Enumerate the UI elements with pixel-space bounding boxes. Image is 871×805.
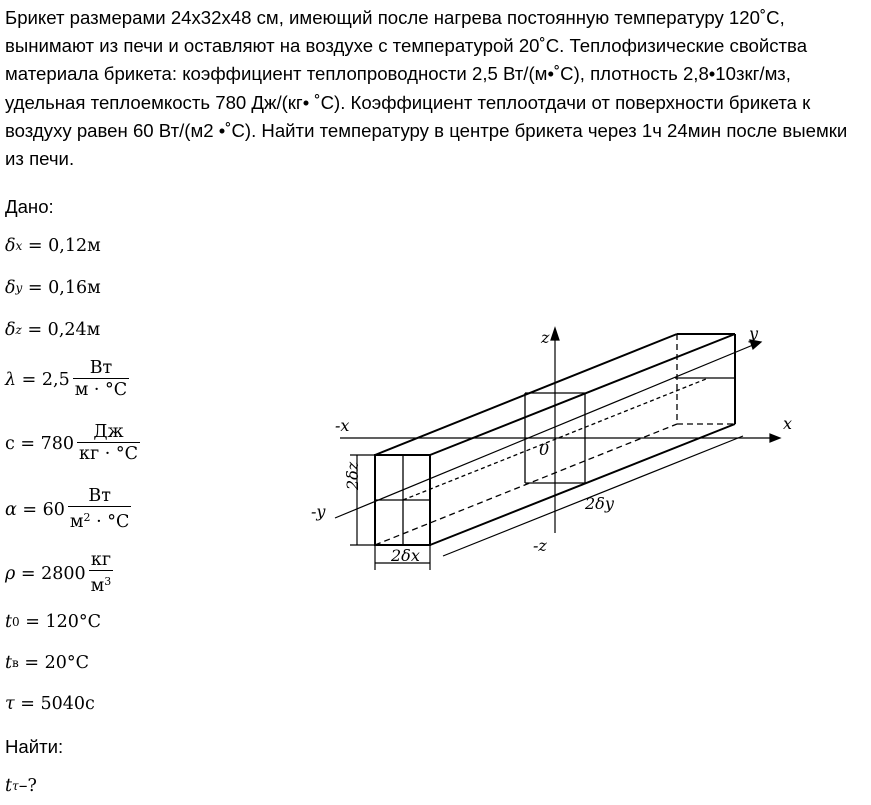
given-label: Дано: [5, 196, 54, 217]
problem-statement: Брикет размерами 24х32х48 см, имеющий после нагрева постоянную температуру 120˚С, вынимают из печи и оставляют на воздухе с температурой 20˚С. Теплофизические свойства материала брикета: коэффициент теплопроводности 2,5 Вт/(м•˚С), плотность 2,8•10зкг/мз, удельная теплоемкость 780 Дж/(кг• ˚С). Коэффициент теплоотдачи от поверхности брикета к воздуху равен 60 Вт/(м2 •˚С). Найти температуру в центре брикета через 1ч 24мин после выемки из печи. [5, 7, 848, 170]
briquette-diagram [295, 318, 823, 593]
given-dx: δ x = 0,12м [5, 236, 101, 256]
given-dz: δ z = 0,24м [5, 320, 101, 340]
given-dy: δ y = 0,16м [5, 278, 101, 298]
axis-label-minus-y: -y [311, 502, 326, 521]
briquette-drawing [295, 318, 823, 593]
axis-label-minus-z: -z [533, 536, 547, 555]
find-label: Найти: [5, 736, 64, 757]
dim-label-2dz: 2δz [343, 461, 362, 490]
axis-label-x: x [783, 414, 793, 433]
alpha-unit: $\frac{Вт}{м^2 \cdot ^\circ C}$ [69, 486, 130, 532]
given-t0: t 0 = 120°C [5, 612, 102, 632]
given-rho: ρ = 2800 $\frac{кг}{м^3}$ [5, 550, 112, 596]
origin-label: 0 [539, 440, 550, 459]
c-unit: $\frac{Дж}{кг \cdot ^\circ C}$ [79, 422, 138, 464]
axis-label-y: y [749, 324, 759, 343]
given-alpha: α = 60 $\frac{Вт}{м^2 \cdot ^\circ C}$ [5, 486, 130, 532]
lambda-unit: $\frac{Вт}{м \cdot ^\circ C}$ [74, 358, 128, 400]
find-value: t τ –? [5, 776, 37, 796]
axis-label-minus-x: -x [335, 416, 350, 435]
axis-label-z: z [541, 328, 550, 347]
rho-unit: $\frac{кг}{м^3}$ [90, 550, 112, 596]
given-c: c = 780 $\frac{Дж}{кг \cdot ^\circ C}$ [5, 422, 138, 464]
given-tau: τ = 5040с [5, 694, 95, 714]
dim-label-2dy: 2δy [585, 494, 614, 513]
given-tv: t в = 20°C [5, 653, 90, 673]
dim-label-2dx: 2δx [391, 546, 420, 565]
given-lambda: λ = 2,5 $\frac{Вт}{м \cdot ^\circ C}$ [5, 358, 128, 400]
